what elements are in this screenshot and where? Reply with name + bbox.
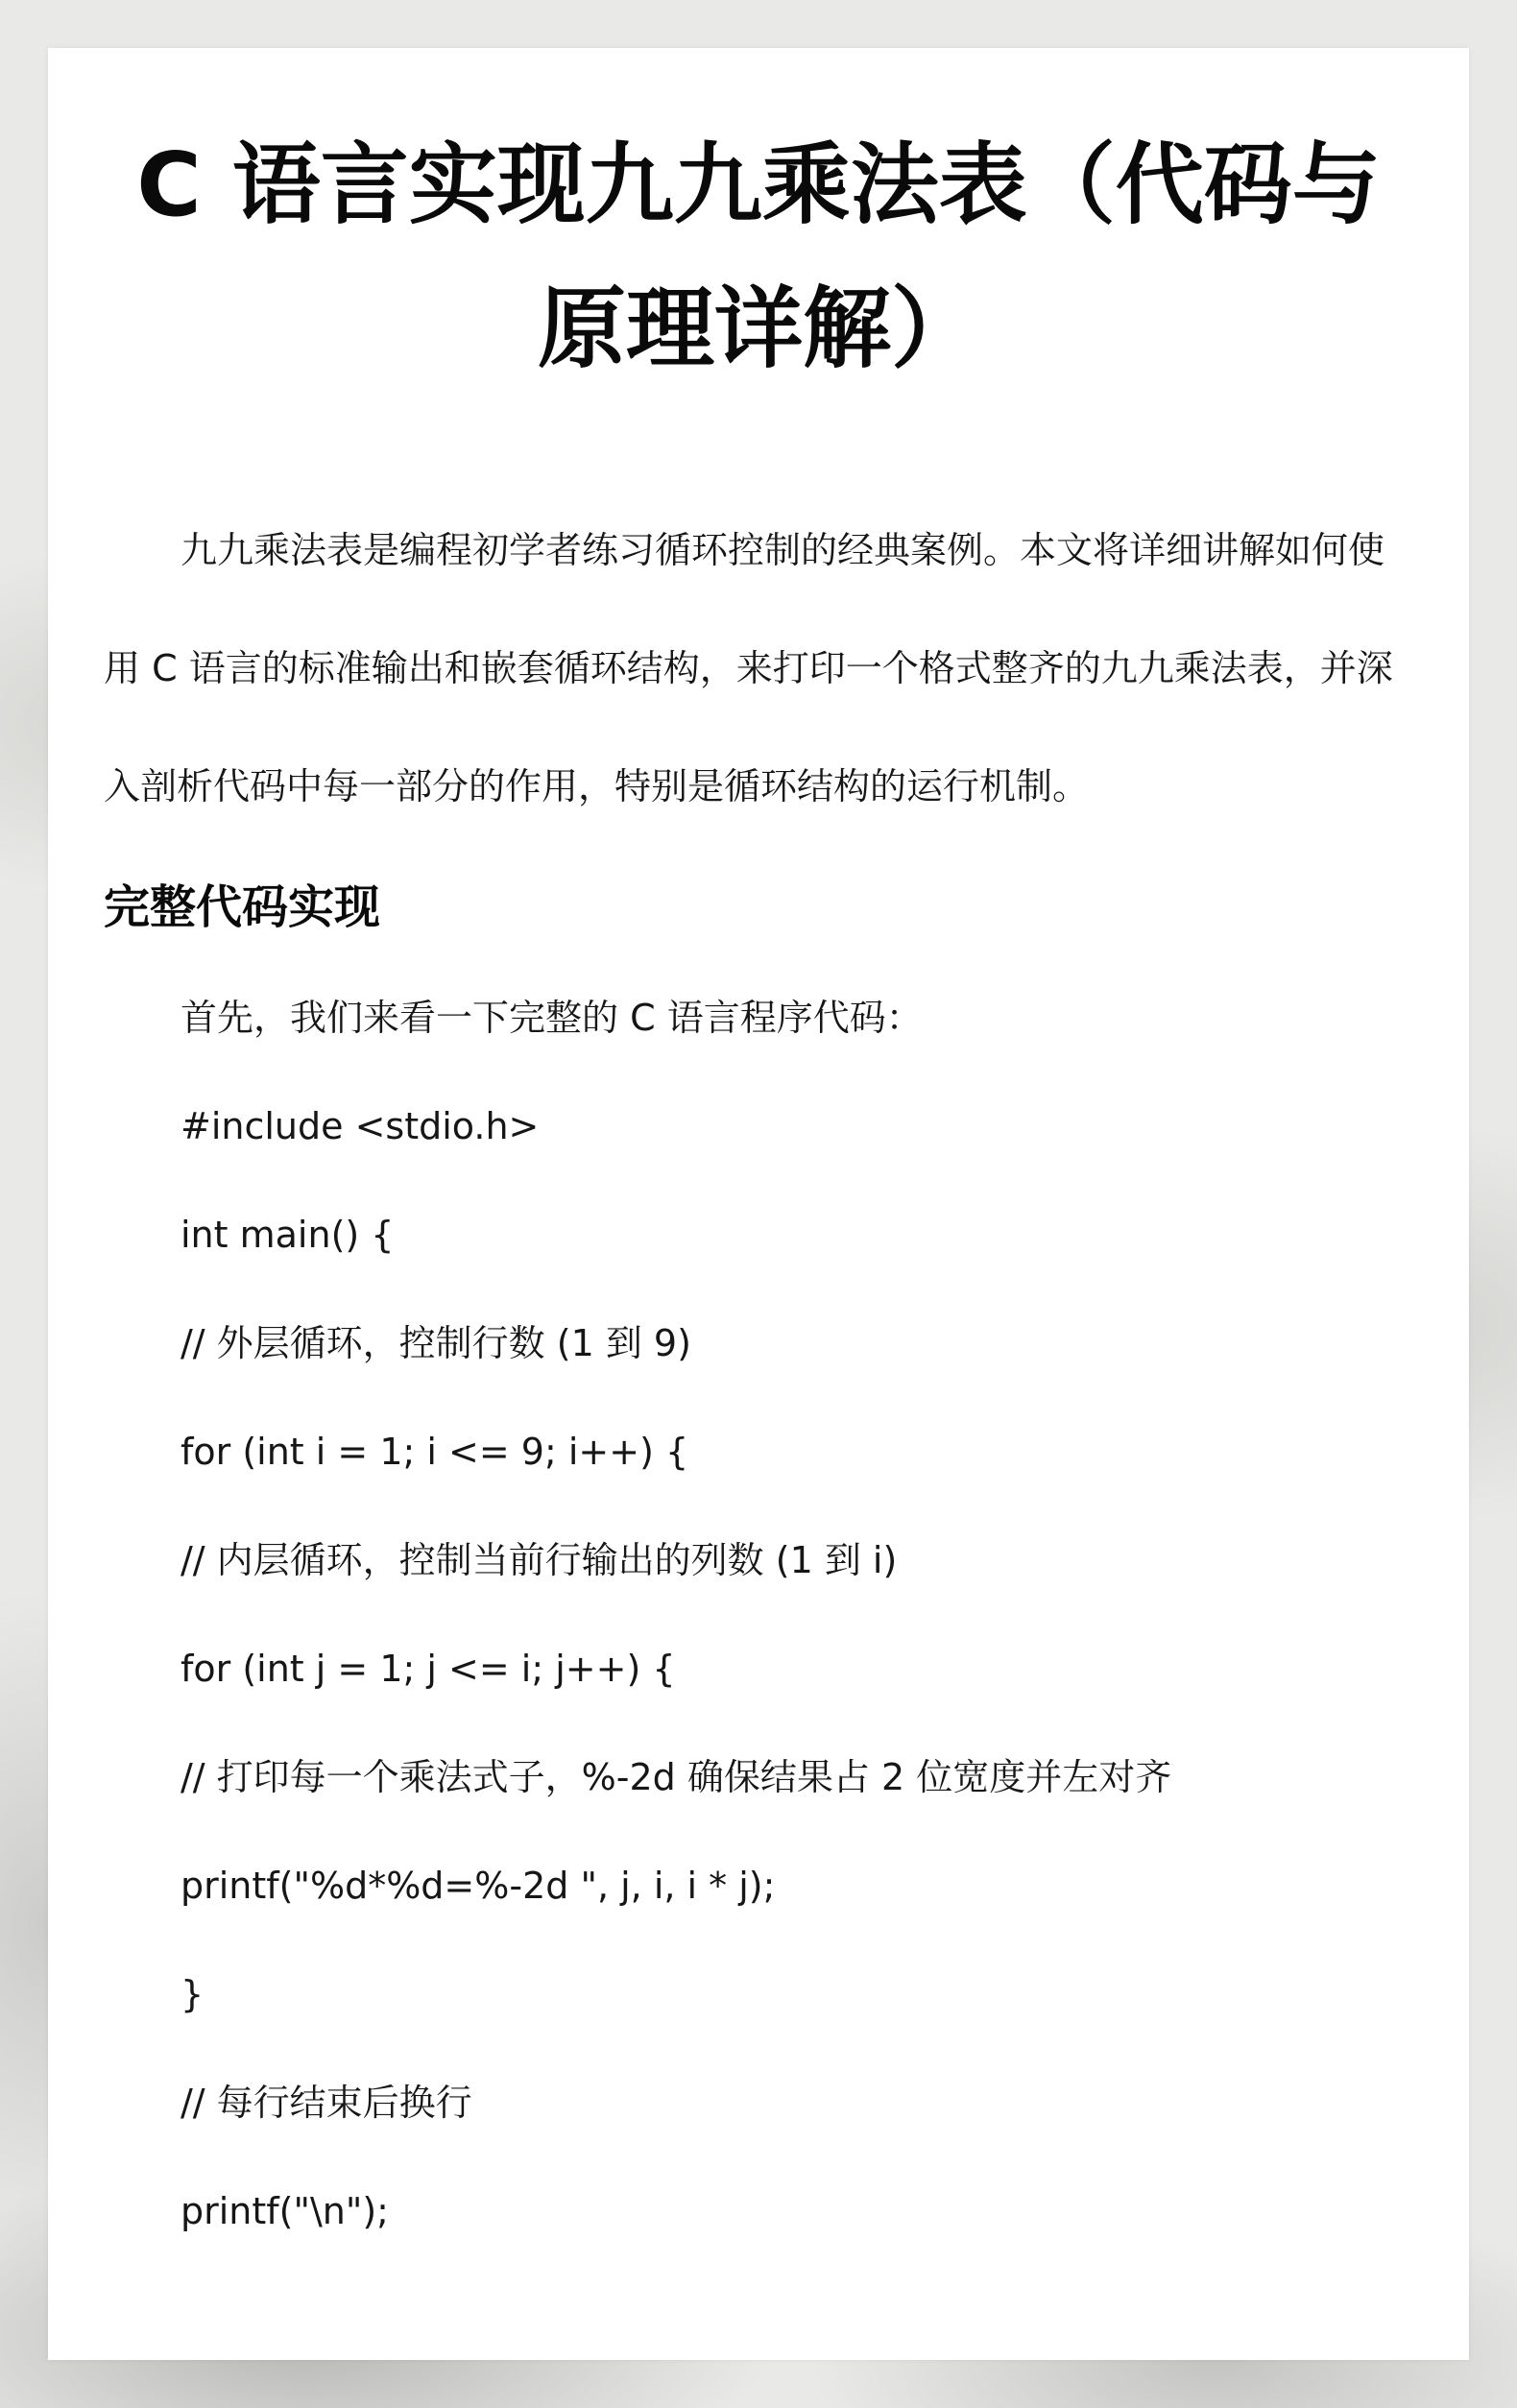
code-intro-line: 首先，我们来看一下完整的 C 语言程序代码： [181, 997, 923, 1039]
code-line: for (int j = 1; j <= i; j++) { [181, 1648, 676, 1690]
code-line: int main() { [181, 1214, 395, 1256]
code-line: printf("\n"); [181, 2190, 389, 2232]
code-line: #include <stdio.h> [181, 1105, 540, 1147]
code-comment-line: // 外层循环，控制行数 (1 到 9) [181, 1322, 691, 1364]
code-line: printf("%d*%d=%-2d ", j, i, i * j); [181, 1865, 776, 1907]
article-title: C 语言实现九九乘法表（代码与原理详解） [136, 133, 1381, 380]
code-comment-line: // 打印每一个乘法式子，%-2d 确保结果占 2 位宽度并左对齐 [181, 1756, 1172, 1798]
code-line: } [181, 1973, 205, 2015]
code-comment-line: // 内层循环，控制当前行输出的列数 (1 到 i) [181, 1539, 898, 1581]
code-line: for (int i = 1; i <= 9; i++) { [181, 1431, 689, 1473]
intro-paragraph: 九九乘法表是编程初学者练习循环控制的经典案例。本文将详细讲解如何使用 C 语言的标准输出和嵌套循环结构，来打印一个格式整齐的九九乘法表，并深入剖析代码中每一部分的作用，特别是循环结构的运行机制。 [104, 529, 1393, 807]
code-listing [181, 964, 1429, 2266]
code-comment-line: // 每行结束后换行 [181, 2082, 472, 2124]
section-heading: 完整代码实现 [104, 880, 381, 934]
